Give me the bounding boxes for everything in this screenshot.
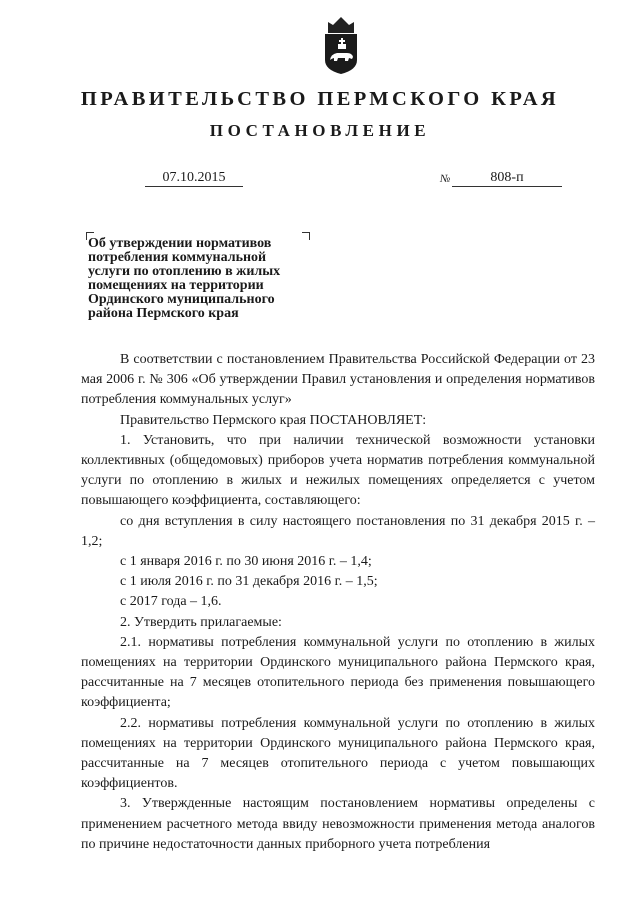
paragraph: 3. Утвержденные настоящим постановлением нормативы определены с применением расчетного метода ввиду невозможности применения метода аналогов по причине недостаточности данных приборного учета потребления	[81, 796, 595, 852]
paragraph: с 1 января 2016 г. по 30 июня 2016 г. – 1,4;	[120, 554, 372, 570]
document-date: 07.10.2015	[145, 170, 243, 187]
paragraph: 2.2. нормативы потребления коммунальной услуги по отоплению в жилых помещениях на территории Ординского муниципального района Пермского края, рассчитанные на 7 месяцев отопительного периода с учетом повышающих коэффициентов.	[81, 715, 595, 792]
paragraph: с 2017 года – 1,6.	[120, 594, 222, 610]
government-title: ПРАВИТЕЛЬСТВО ПЕРМСКОГО КРАЯ	[80, 88, 560, 110]
paragraph: со дня вступления в силу настоящего постановления по 31 декабря 2015 г. – 1,2;	[81, 513, 595, 549]
coat-of-arms-icon	[319, 12, 363, 76]
document-body	[81, 350, 595, 855]
paragraph: с 1 июля 2016 г. по 31 декабря 2016 г. – 1,5;	[120, 574, 378, 590]
document-number: 808-п	[452, 170, 562, 187]
document-title: Об утверждении нормативов потребления коммунальной услуги по отоплению в жилых помещениях на территории Ординского муниципального района Пермского края	[88, 236, 281, 321]
document-type: ПОСТАНОВЛЕНИЕ	[209, 121, 431, 140]
paragraph: В соответствии с постановлением Правительства Российской Федерации от 23 мая 2006 г. № 306 «Об утверждении Правил установления и определения нормативов потребления коммунальных услуг»	[81, 352, 595, 408]
number-sign: №	[440, 173, 451, 185]
paragraph: Правительство Пермского края ПОСТАНОВЛЯЕТ:	[120, 412, 427, 428]
paragraph: 2. Утвердить прилагаемые:	[120, 614, 282, 630]
paragraph: 1. Установить, что при наличии технической возможности установки коллективных (общедомовых) приборов учета норматив потребления коммунальной услуги по отоплению в жилых и нежилых помещениях определяется с учетом повышающего коэффициента, составляющего:	[81, 432, 595, 509]
paragraph: 2.1. нормативы потребления коммунальной услуги по отоплению в жилых помещениях на территории Ординского муниципального района Пермского края, рассчитанные на 7 месяцев отопительного периода без применения повышающего коэффициента;	[81, 634, 595, 711]
